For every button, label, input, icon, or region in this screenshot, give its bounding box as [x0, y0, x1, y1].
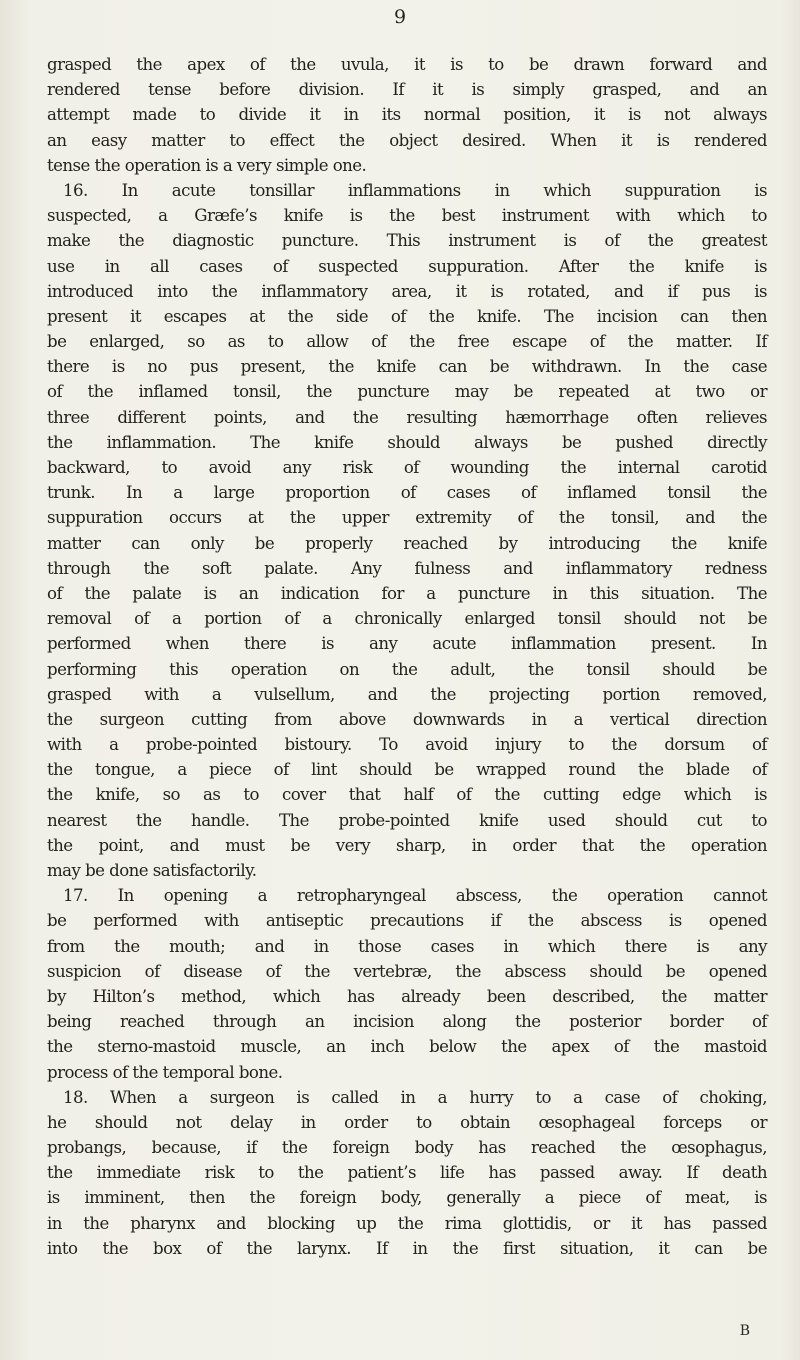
- page-number: 9: [393, 6, 407, 28]
- text-line: the tongue, a piece of lint should be wrapped round the blade of: [47, 760, 767, 780]
- text-line: rendered tense before division. If it is simply grasped, and an: [47, 80, 767, 100]
- text-line: grasped the apex of the uvula, it is to be drawn forward and: [47, 55, 767, 74]
- text-line: there is no pus present, the knife can be withdrawn. In the case: [47, 357, 767, 377]
- text-line: through the soft palate. Any fulness and inflammatory redness: [47, 558, 767, 578]
- text-line: grasped with a vulsellum, and the projecting portion removed,: [47, 684, 767, 704]
- text-line: of the palate is an indication for a puncture in this situation. The: [47, 583, 767, 603]
- text-line: an easy matter to effect the object desired. When it is rendered: [47, 130, 767, 150]
- paragraph-17-start: 17. In opening a retropharyngeal abscess, the operation cannot: [63, 886, 767, 906]
- text-line: by Hilton’s method, which has already been described, the matter: [47, 986, 767, 1006]
- text-line: process of the temporal bone.: [47, 1062, 283, 1082]
- text-line: suppuration occurs at the upper extremity of the tonsil, and the: [47, 508, 767, 528]
- text-line: present it escapes at the side of the knife. The incision can then: [47, 306, 767, 326]
- text-line: use in all cases of suspected suppuration. After the knife is: [47, 256, 767, 276]
- signature-mark: B: [739, 1323, 750, 1339]
- paragraph-16-start: 16. In acute tonsillar inflammations in which suppuration is: [63, 180, 767, 200]
- text-line: suspicion of disease of the vertebræ, the abscess should be opened: [47, 961, 767, 981]
- text-line: from the mouth; and in those cases in which there is any: [47, 936, 767, 956]
- text-line: the sterno-mastoid muscle, an inch below the apex of the mastoid: [47, 1037, 767, 1057]
- text-line: with a probe-pointed bistoury. To avoid injury to the dorsum of: [47, 735, 767, 755]
- text-line: is imminent, then the foreign body, generally a piece of meat, is: [47, 1188, 767, 1208]
- text-line: three different points, and the resulting hæmorrhage often relieves: [47, 407, 767, 427]
- text-line: nearest the handle. The probe-pointed knife used should cut to: [47, 810, 767, 830]
- text-line: he should not delay in order to obtain œsophageal forceps or: [47, 1112, 767, 1132]
- text-line: being reached through an incision along the posterior border of: [47, 1012, 767, 1032]
- text-line: the inflammation. The knife should always be pushed directly: [47, 432, 767, 452]
- text-line: in the pharynx and blocking up the rima glottidis, or it has passed: [47, 1213, 767, 1233]
- text-line: into the box of the larynx. If in the first situation, it can be: [47, 1238, 767, 1258]
- text-line: performing this operation on the adult, the tonsil should be: [47, 659, 767, 679]
- text-line: performed when there is any acute inflammation present. In: [47, 634, 767, 654]
- text-line: suspected, a Græfe’s knife is the best instrument with which to: [47, 206, 767, 226]
- text-line: introduced into the inflammatory area, it is rotated, and if pus is: [47, 281, 767, 301]
- text-line: tense the operation is a very simple one.: [47, 155, 367, 175]
- text-line: removal of a portion of a chronically enlarged tonsil should not be: [47, 609, 767, 629]
- text-line: matter can only be properly reached by introducing the knife: [47, 533, 767, 553]
- paragraph-18-start: 18. When a surgeon is called in a hurry to a case of choking,: [63, 1087, 767, 1107]
- body-text: [47, 52, 767, 1261]
- text-line: the point, and must be very sharp, in order that the operation: [47, 835, 767, 855]
- text-line: backward, to avoid any risk of wounding the internal carotid: [47, 458, 767, 477]
- text-line: be enlarged, so as to allow of the free escape of the matter. If: [47, 332, 767, 352]
- text-line: make the diagnostic puncture. This instrument is of the greatest: [47, 231, 767, 251]
- text-line: trunk. In a large proportion of cases of inflamed tonsil the: [47, 483, 767, 503]
- text-line: attempt made to divide it in its normal position, it is not always: [47, 105, 767, 125]
- text-line: be performed with antiseptic precautions if the abscess is opened: [47, 911, 767, 931]
- text-line: may be done satisfactorily.: [47, 861, 257, 880]
- text-line: the immediate risk to the patient’s life has passed away. If death: [47, 1163, 767, 1183]
- text-line: of the inflamed tonsil, the puncture may be repeated at two or: [47, 382, 767, 402]
- text-line: probangs, because, if the foreign body has reached the œsophagus,: [47, 1138, 767, 1158]
- text-line: the knife, so as to cover that half of the cutting edge which is: [47, 785, 767, 805]
- text-line: the surgeon cutting from above downwards in a vertical direction: [47, 709, 767, 729]
